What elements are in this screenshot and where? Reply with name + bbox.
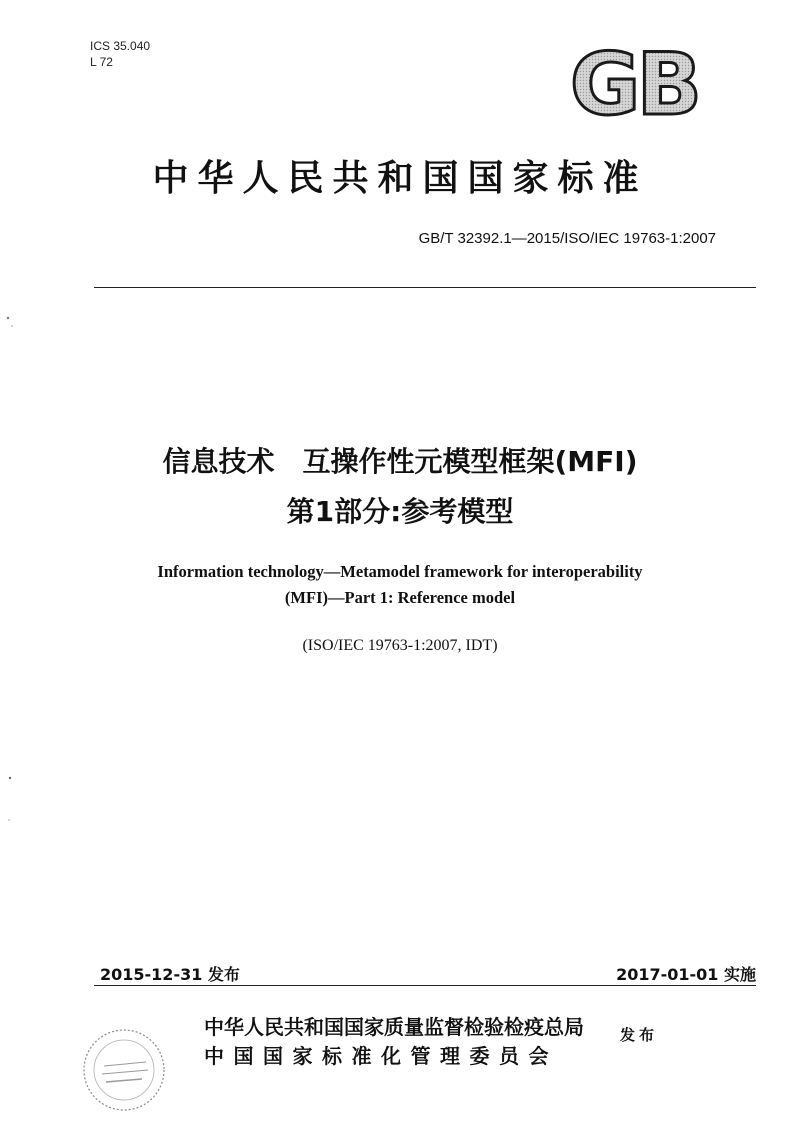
issuer-sac: 中国国家标准化管理委员会 [204, 1044, 558, 1068]
publication-date: 2015-12-31 发布 [100, 965, 240, 984]
english-title-line-2: (MFI)—Part 1: Reference model [284, 588, 516, 607]
ics-code: ICS 35.040 [90, 39, 151, 53]
header-divider [94, 287, 756, 288]
english-title-line-1: Information technology—Metamodel framework for interoperability [157, 562, 643, 581]
identity-statement: (ISO/IEC 19763-1:2007, IDT) [302, 637, 498, 654]
ccs-code: L 72 [90, 55, 113, 69]
gb-logo [558, 46, 710, 122]
logo-text: GB [569, 46, 699, 122]
effective-date: 2017-01-01 实施 [616, 965, 756, 984]
chinese-title-line-2: 第1部分:参考模型 [286, 495, 514, 528]
issuer-aqsiq: 中华人民共和国国家质量监督检验检疫总局 [204, 1015, 584, 1039]
seal-stamp-icon [76, 1022, 172, 1118]
standard-number: GB/T 32392.1—2015/ISO/IEC 19763-1:2007 [418, 230, 716, 247]
standard-title: 中华人民共和国国家标准 [152, 158, 648, 199]
footer-divider [94, 985, 756, 986]
chinese-title-line-1: 信息技术 互操作性元模型框架(MFI) [162, 445, 638, 478]
classification-codes [90, 38, 150, 70]
publish-label: 发布 [620, 1026, 659, 1044]
